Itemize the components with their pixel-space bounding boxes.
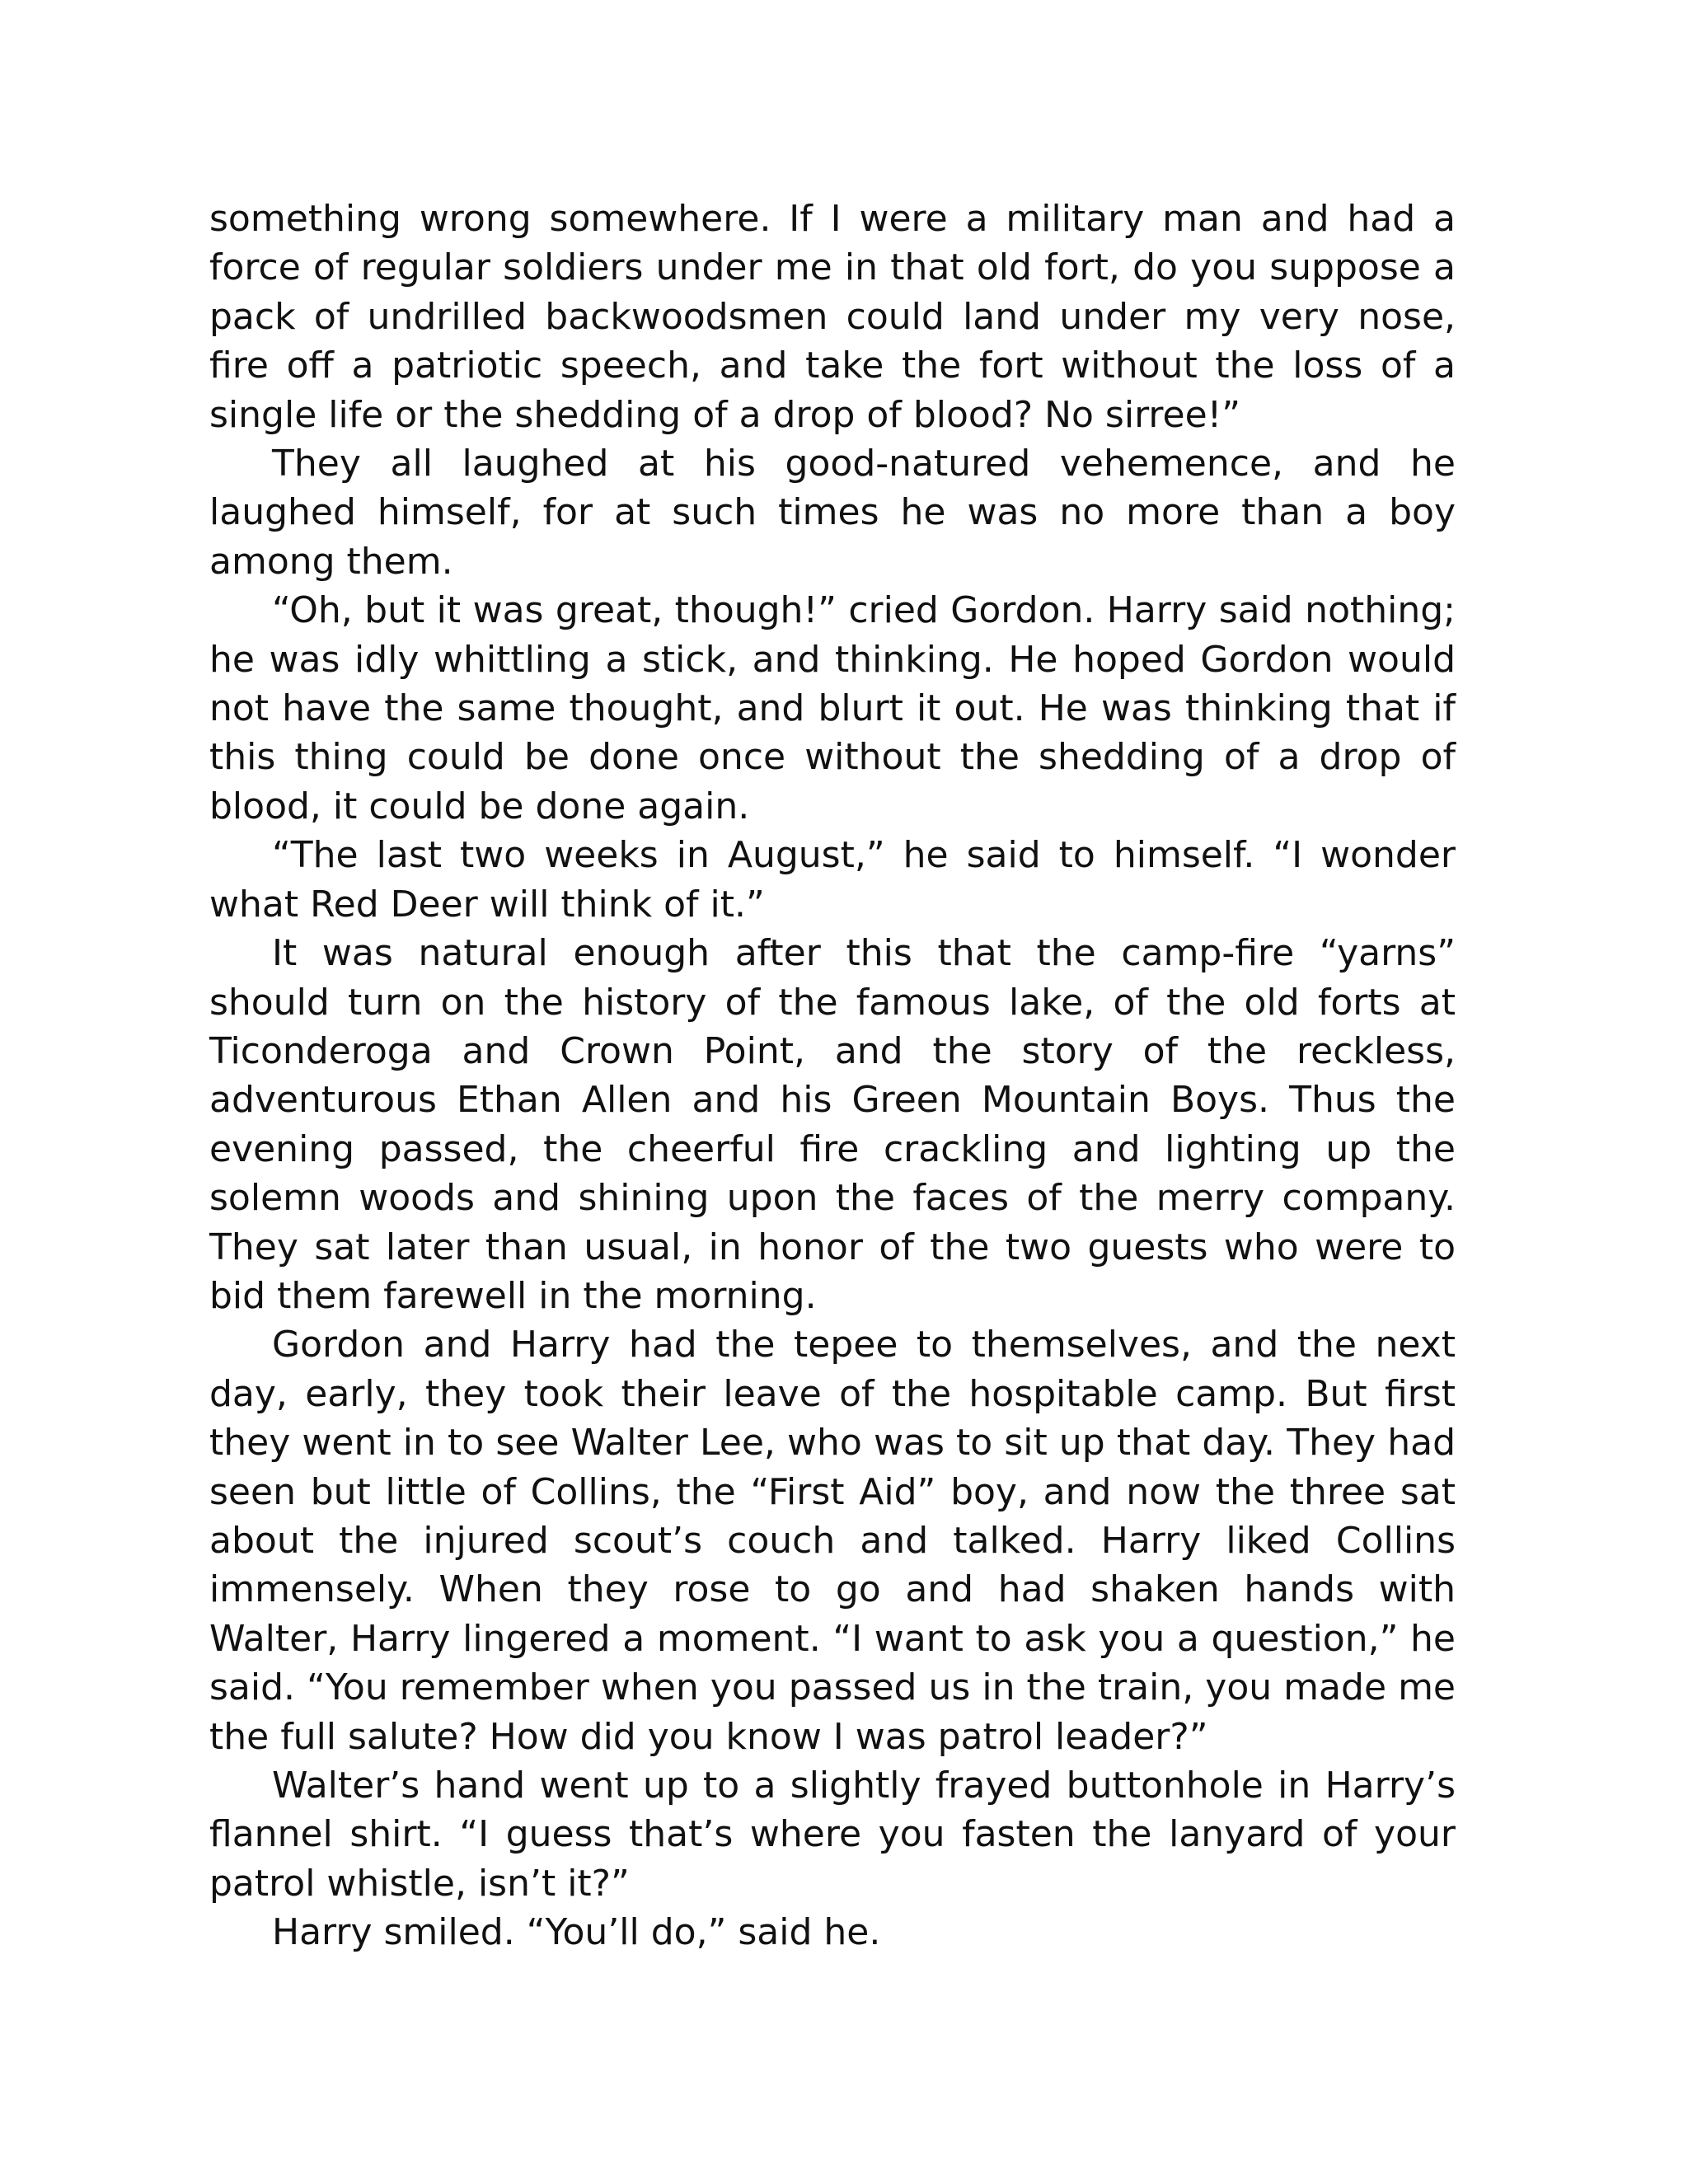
- paragraph-continued: something wrong somewhere. If I were a military man and had a force of regular soldiers under me in that old fort, do you suppose a pack of undrilled backwoodsmen could land under my very nose, fire off a patriotic speech, and take the fort without the loss of a single life or the shedding of a drop of blood? No sirree!”: [209, 198, 1456, 436]
- paragraph: Gordon and Harry had the tepee to themselves, and the next day, early, they took their leave of the hospitable camp. But first they went in to see Walter Lee, who was to sit up that day. They had seen but little of Collins, the “First Aid” boy, and now the three sat about the injured scout’s couch and talked. Harry liked Collins immensely. When they rose to go and had shaken hands with Walter, Harry lingered a moment. “I want to ask you a question,” he said. “You remember when you passed us in the train, you made me the full salute? How did you know I was patrol leader?”: [209, 1324, 1456, 1758]
- paragraph: It was natural enough after this that the camp-fire “yarns” should turn on the history of the famous lake, of the old forts at Ticonderoga and Crown Point, and the story of the reckless, adventurous Ethan Allen and his Green Mountain Boys. Thus the evening passed, the cheerful fire crackling and lighting up the solemn woods and shining upon the faces of the merry company. They sat later than usual, in honor of the two guests who were to bid them farewell in the morning.: [209, 932, 1456, 1317]
- paragraph: Harry smiled. “You’ll do,” said he.: [272, 1911, 881, 1954]
- paragraph: Walter’s hand went up to a slightly frayed buttonhole in Harry’s flannel shirt. “I guess that’s where you fasten the lanyard of your patrol whistle, isn’t it?”: [209, 1765, 1456, 1905]
- paragraph: They all laughed at his good-natured vehemence, and he laughed himself, for at such times he was no more than a boy among them.: [209, 443, 1456, 583]
- paragraph: “The last two weeks in August,” he said to himself. “I wonder what Red Deer will think of it.”: [209, 834, 1456, 926]
- paragraph: “Oh, but it was great, though!” cried Gordon. Harry said nothing; he was idly whittling a stick, and thinking. He hoped Gordon would not have the same thought, and blurt it out. He was thinking that if this thing could be done once without the shedding of a drop of blood, it could be done again.: [209, 589, 1456, 827]
- book-page-text: [209, 194, 1456, 1957]
